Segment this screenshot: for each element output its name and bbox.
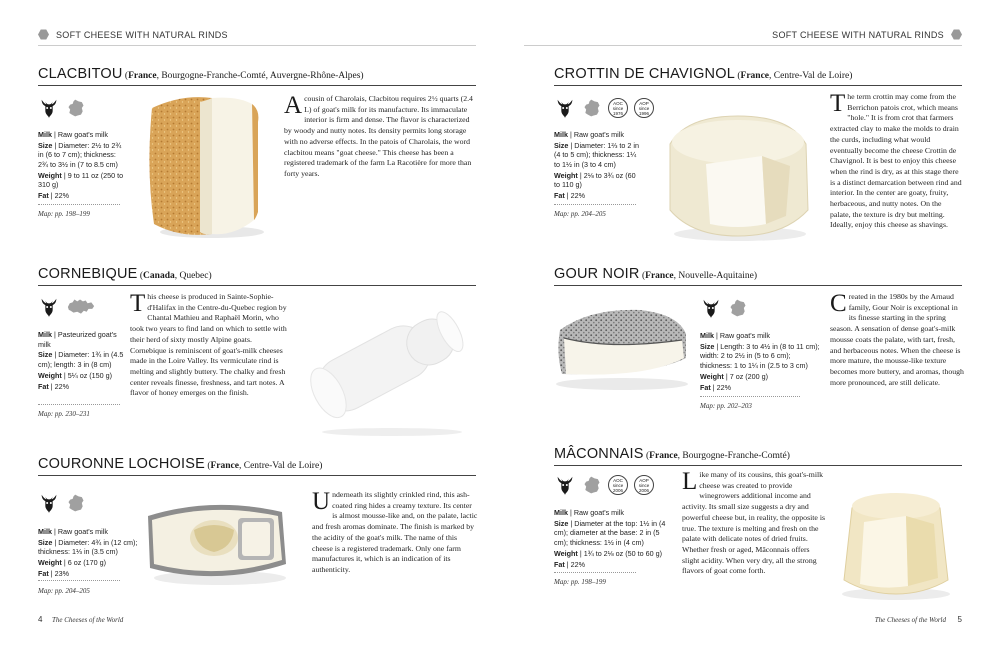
france-map-icon <box>66 98 86 118</box>
entry-maconnais <box>554 446 962 616</box>
title-rule <box>554 85 962 86</box>
cheese-description: Created in the 1980s by the Arnaud family, Gour Noir is exceptional in its finesse starting in the spring season. A sensation of dense goat's-milk mousse coats the palate, with tart, fresh, and herbaceous notes. When the cheese is more mature, the mousse-like texture becomes more buttery, and aromas, though more pronounced, are still delicate. <box>830 290 964 387</box>
entry-cornebique <box>38 266 478 436</box>
cheese-title: CROTTIN DE CHAVIGNOL (France, Centre-Val de Loire) <box>554 66 853 82</box>
aoc-badge: AOC since 2006 <box>608 475 628 495</box>
cheese-title: COURONNE LOCHOISE (France, Centre-Val de Loire) <box>38 456 323 472</box>
entry-couronne-lochoise <box>38 456 478 616</box>
icon-row <box>554 97 654 119</box>
goat-icon <box>700 297 722 319</box>
cheese-facts: Milk | Pasteurized goat's milk Size | Diameter: 1¾ in (4.5 cm); length: 3 in (8 cm) Weight | 5¼ oz (150 g) Fat | 22% <box>38 330 124 391</box>
title-rule <box>554 465 962 466</box>
map-rule <box>38 580 120 581</box>
goat-icon <box>554 97 576 119</box>
aop-badge: AOP since 1996 <box>634 98 654 118</box>
map-rule <box>38 204 120 205</box>
hexagon-icon <box>38 29 49 40</box>
icon-row <box>38 492 86 514</box>
cornebique-cheese-illustration <box>292 292 478 438</box>
cheese-description: The term crottin may come from the Berrichon patois crot, which means "hole." It is from crot that farmers extracted clay to make the molds to drain the curds, including what would eventually become the cheese Crottin de Chavignol. It is best to enjoy this cheese when the rind is dry, as at this stage there is a distinct demarcation between rind and interior. In the center are goaty, fruity, herbaceous, and nutty notes. On the palate, the texture is dry but melting. Ideally, enjoy this cheese as shavings. <box>830 90 962 230</box>
map-reference: Map: pp. 204–205 <box>38 587 90 595</box>
map-reference: Map: pp. 198–199 <box>554 578 606 586</box>
page-number: 4 <box>38 615 43 624</box>
aop-badge: AOP since 2006 <box>634 475 654 495</box>
icon-row <box>554 474 654 496</box>
footer-book-title: The Cheeses of the World <box>874 616 946 624</box>
clacbitou-cheese-illustration <box>142 92 272 242</box>
title-rule <box>38 85 476 86</box>
map-rule <box>700 396 800 397</box>
cheese-description: This cheese is produced in Sainte-Sophie-d'Halifax in the Centre-du-Quebec region by Chantal Mathieu and Raphaël Morin, who took two years to find land on which to settle with their herd of sixty mostly Alpine goats. Cornebique is reminiscent of goat's-milk cheeses made in the Loire Valley. Its vermiculate rind is melting and slightly buttery. The chalky and fresh center reveals finesse, freshness, and tart notes. A flavor of honey emerges on the finish. <box>130 290 287 398</box>
maconnais-cheese-illustration <box>834 482 958 602</box>
map-reference: Map: pp. 202–203 <box>700 402 752 410</box>
map-reference: Map: pp. 230–231 <box>38 410 90 418</box>
crottin-de-chavignol-cheese-illustration <box>658 106 818 246</box>
cheese-facts: Milk | Raw goat's milk Size | Diameter: 1⅔ to 2 in (4 to 5 cm); thickness: 1¼ to 1½ in (3 to 4 cm) Weight | 2⅛ to 3¾ oz (60 to 110 g) Fat | 22% <box>554 130 639 201</box>
entry-clacbitou <box>38 66 478 246</box>
aoc-badge: AOC since 1976 <box>608 98 628 118</box>
gour-noir-cheese-illustration <box>550 294 694 394</box>
cheese-facts: Milk | Raw goat's milk Size | Diameter at the top: 1½ in (4 cm); diameter at the base: 2 in (5 cm); thickness: 1½ in (4 cm) Weight | 1¾ to 2⅛ oz (50 to 60 g) Fat | 22% <box>554 508 666 569</box>
goat-icon <box>38 97 60 119</box>
cheese-facts: Milk | Raw goat's milk Size | Diameter: 2½ to 2¾ in (6 to 7 cm); thickness: 2¾ to 3½ in (7 to 8.5 cm) Weight | 9 to 11 oz (250 to 310 g) Fat | 22% <box>38 130 124 201</box>
goat-icon <box>38 492 60 514</box>
page-number: 5 <box>957 615 962 624</box>
icon-row <box>700 297 748 319</box>
entry-crottin-de-chavignol <box>554 66 962 246</box>
running-head: SOFT CHEESE WITH NATURAL RINDS <box>772 29 962 40</box>
map-rule <box>554 572 636 573</box>
title-rule <box>554 285 962 286</box>
couronne-lochoise-cheese-illustration <box>142 490 292 590</box>
cheese-facts: Milk | Raw goat's milk Size | Diameter: 4¾ in (12 cm); thickness: 1⅓ in (3.5 cm) Weight | 6 oz (170 g) Fat | 23% <box>38 527 138 578</box>
cheese-title: CLACBITOU (France, Bourgogne-Franche-Comté, Auvergne-Rhône-Alpes) <box>38 66 364 82</box>
cheese-description: A cousin of Charolais, Clacbitou requires 2½ quarts (2.4 L) of goat's milk for its manufacture. Its immaculate interior is firm and dense. The flavor is characterized by woody and nutty notes. Its density permits long storage with no adverse effects. In the patois of Charolais, the word clacbitou means "goat cheese." This cheese has been a registered trademark of the farm La Racotière for more than forty years. <box>284 92 473 178</box>
canada-map-icon <box>66 297 96 317</box>
map-rule <box>38 404 120 405</box>
map-rule <box>554 204 636 205</box>
cheese-title: GOUR NOIR (France, Nouvelle-Aquitaine) <box>554 266 758 282</box>
icon-row <box>38 97 86 119</box>
title-rule <box>38 285 476 286</box>
footer-book-title: The Cheeses of the World <box>52 616 124 624</box>
france-map-icon <box>582 98 602 118</box>
title-rule <box>38 475 476 476</box>
icon-row <box>38 296 96 318</box>
header-rule <box>524 45 962 46</box>
entry-gour-noir <box>554 266 962 436</box>
goat-icon <box>554 474 576 496</box>
running-head: SOFT CHEESE WITH NATURAL RINDS <box>38 29 228 40</box>
hexagon-icon <box>951 29 962 40</box>
france-map-icon <box>582 475 602 495</box>
cheese-facts: Milk | Raw goat's milk Size | Length: 3 to 4½ in (8 to 11 cm); width: 2 to 2½ in (5 to 6 cm); thickness: 1 to 1¼ in (2.5 to 3 cm) Weight | 7 oz (200 g) Fat | 22% <box>700 331 820 392</box>
cheese-description: Like many of its cousins, this goat's-milk cheese was created to provide winegrowers additional income and activity. Its small size suggests a dry and powerful cheese but, in reality, the opposite is true. The texture is melting and fresh on the palate with delicate notes of dried fruits. Whether fresh or aged, Mâconnais offers slight acidity. When very dry, all the strong flavors of goat come forth. <box>682 468 826 576</box>
map-reference: Map: pp. 204–205 <box>554 210 606 218</box>
france-map-icon <box>728 298 748 318</box>
cheese-title: CORNEBIQUE (Canada, Quebec) <box>38 266 212 282</box>
france-map-icon <box>66 493 86 513</box>
header-rule <box>38 45 476 46</box>
cheese-title: MÂCONNAIS (France, Bourgogne-Franche-Comté) <box>554 446 790 462</box>
cheese-description: Underneath its slightly crinkled rind, this ash-coated ring hides a creamy texture. Its center is almost mousse-like and, on the palate, lactic and fresh aromas dominate. The finish is marked by the acidity of the goat's milk. The name of this cheese is a registered trademark. Only one farm manufactures it, which is an indication of its authenticity. <box>312 488 478 574</box>
right-page <box>500 0 1000 649</box>
goat-icon <box>38 296 60 318</box>
map-reference: Map: pp. 198–199 <box>38 210 90 218</box>
